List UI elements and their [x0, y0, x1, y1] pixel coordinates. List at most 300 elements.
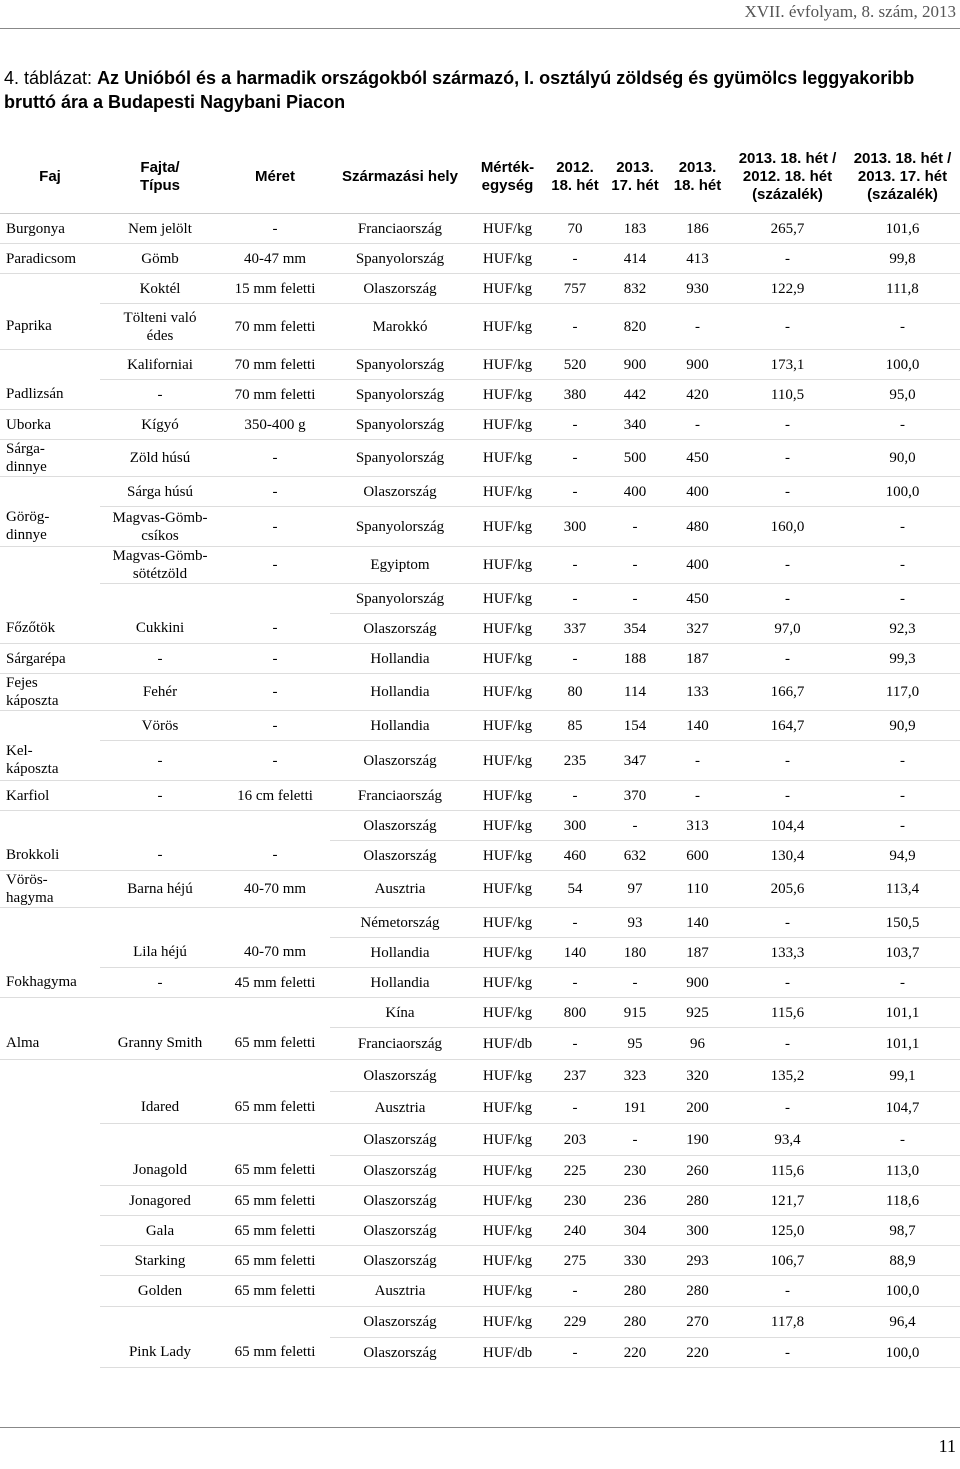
table-cell: 450: [665, 440, 730, 477]
table-cell: 930: [665, 274, 730, 304]
table-cell: HUF/kg: [470, 350, 545, 380]
table-cell: -: [220, 477, 330, 507]
table-cell: 154: [605, 711, 665, 741]
table-cell: [0, 1092, 100, 1124]
table-row: [0, 711, 960, 741]
table-cell: 65 mm feletti: [220, 1338, 330, 1368]
table-cell: Spanyolország: [330, 350, 470, 380]
table-cell: [0, 274, 100, 304]
table-cell: 260: [665, 1156, 730, 1186]
table-cell: 93: [605, 908, 665, 938]
table-cell: [0, 711, 100, 741]
table-cell: -: [845, 547, 960, 584]
table-cell: 103,7: [845, 938, 960, 968]
table-cell: Fokhagyma: [0, 968, 100, 998]
table-cell: Olaszország: [330, 1307, 470, 1338]
table-cell: -: [845, 507, 960, 547]
table-cell: -: [545, 644, 605, 674]
table-cell: -: [730, 410, 845, 440]
table-cell: 65 mm feletti: [220, 1092, 330, 1124]
table-row: [0, 304, 960, 350]
table-cell: HUF/kg: [470, 440, 545, 477]
table-cell: HUF/kg: [470, 644, 545, 674]
table-cell: -: [730, 477, 845, 507]
table-cell: Ausztria: [330, 1092, 470, 1124]
table-cell: 820: [605, 304, 665, 350]
table-cell: 133: [665, 674, 730, 711]
table-cell: -: [545, 244, 605, 274]
column-header: 2013. 18. hét / 2013. 17. hét (százalék): [845, 141, 960, 214]
table-cell: 54: [545, 871, 605, 908]
table-cell: 121,7: [730, 1186, 845, 1216]
table-cell: Spanyolország: [330, 380, 470, 410]
table-row: [0, 998, 960, 1028]
table-row: [0, 1124, 960, 1156]
table-cell: Fejes káposzta: [0, 674, 100, 711]
table-cell: 117,8: [730, 1307, 845, 1338]
column-header: Származási hely: [330, 141, 470, 214]
table-cell: Gala: [100, 1216, 220, 1246]
table-cell: 117,0: [845, 674, 960, 711]
table-cell: 900: [605, 350, 665, 380]
table-cell: Olaszország: [330, 1156, 470, 1186]
table-cell: 460: [545, 841, 605, 871]
table-cell: HUF/kg: [470, 1186, 545, 1216]
table-cell: Olaszország: [330, 741, 470, 781]
table-cell: Kína: [330, 998, 470, 1028]
table-cell: HUF/kg: [470, 1060, 545, 1092]
table-cell: HUF/db: [470, 1338, 545, 1368]
table-cell: 400: [665, 477, 730, 507]
table-cell: [0, 1060, 100, 1092]
table-cell: -: [730, 547, 845, 584]
table-cell: 400: [605, 477, 665, 507]
table-cell: Koktél: [100, 274, 220, 304]
table-row: [0, 644, 960, 674]
table-cell: -: [730, 440, 845, 477]
table-cell: -: [220, 547, 330, 584]
table-cell: HUF/kg: [470, 1156, 545, 1186]
table-cell: Olaszország: [330, 274, 470, 304]
table-cell: -: [220, 841, 330, 871]
table-cell: 280: [665, 1186, 730, 1216]
table-cell: 110: [665, 871, 730, 908]
table-cell: Spanyolország: [330, 244, 470, 274]
table-cell: -: [845, 410, 960, 440]
table-cell: 236: [605, 1186, 665, 1216]
table-cell: 220: [605, 1338, 665, 1368]
table-cell: Hollandia: [330, 938, 470, 968]
table-row: [0, 811, 960, 841]
table-cell: 188: [605, 644, 665, 674]
table-cell: 240: [545, 1216, 605, 1246]
table-cell: Vörös: [100, 711, 220, 741]
table-cell: 80: [545, 674, 605, 711]
table-cell: Brokkoli: [0, 841, 100, 871]
table-cell: 270: [665, 1307, 730, 1338]
table-cell: 101,1: [845, 998, 960, 1028]
table-cell: HUF/kg: [470, 410, 545, 440]
table-caption: [4, 66, 954, 114]
table-cell: HUF/db: [470, 1028, 545, 1060]
table-cell: [100, 584, 220, 614]
table-cell: 96,4: [845, 1307, 960, 1338]
table-cell: 135,2: [730, 1060, 845, 1092]
table-cell: Uborka: [0, 410, 100, 440]
table-cell: Sárgarépa: [0, 644, 100, 674]
caption-text: Az Unióból és a harmadik országokból származó, I. osztályú zöldség és gyümölcs leggyakoribb bruttó ára a Budapesti Nagybani Piacon: [4, 68, 915, 112]
table-cell: -: [220, 644, 330, 674]
table-cell: -: [730, 584, 845, 614]
table-cell: [220, 1124, 330, 1156]
table-row: [0, 1186, 960, 1216]
table-cell: [220, 1307, 330, 1338]
table-cell: 122,9: [730, 274, 845, 304]
table-cell: Zöld húsú: [100, 440, 220, 477]
caption-prefix: 4. táblázat:: [4, 68, 98, 88]
table-cell: 300: [545, 507, 605, 547]
table-cell: 166,7: [730, 674, 845, 711]
table-header-row: [0, 141, 960, 214]
table-cell: -: [545, 781, 605, 811]
table-cell: 925: [665, 998, 730, 1028]
table-cell: 100,0: [845, 477, 960, 507]
table-cell: 186: [665, 214, 730, 244]
table-cell: 300: [545, 811, 605, 841]
table-cell: 164,7: [730, 711, 845, 741]
table-cell: 280: [605, 1307, 665, 1338]
table-cell: 205,6: [730, 871, 845, 908]
table-cell: 45 mm feletti: [220, 968, 330, 998]
table-cell: 220: [665, 1338, 730, 1368]
table-cell: 114: [605, 674, 665, 711]
table-cell: 93,4: [730, 1124, 845, 1156]
table-cell: 65 mm feletti: [220, 1156, 330, 1186]
table-cell: 104,4: [730, 811, 845, 841]
table-cell: 280: [605, 1276, 665, 1307]
table-cell: 40-70 mm: [220, 938, 330, 968]
table-cell: [0, 1156, 100, 1186]
top-rule: [0, 28, 960, 29]
table-cell: 300: [665, 1216, 730, 1246]
table-cell: 915: [605, 998, 665, 1028]
table-cell: -: [220, 440, 330, 477]
table-cell: 900: [665, 350, 730, 380]
table-row: [0, 1338, 960, 1368]
table-cell: Kel- káposzta: [0, 741, 100, 781]
table-cell: [220, 998, 330, 1028]
table-cell: HUF/kg: [470, 711, 545, 741]
table-cell: -: [730, 1338, 845, 1368]
table-cell: Olaszország: [330, 1124, 470, 1156]
column-header: 2012. 18. hét: [545, 141, 605, 214]
table-cell: -: [220, 507, 330, 547]
table-cell: HUF/kg: [470, 584, 545, 614]
table-cell: -: [100, 968, 220, 998]
table-cell: 347: [605, 741, 665, 781]
table-cell: HUF/kg: [470, 1124, 545, 1156]
table-cell: 235: [545, 741, 605, 781]
table-cell: -: [730, 741, 845, 781]
table-cell: 133,3: [730, 938, 845, 968]
table-cell: -: [845, 968, 960, 998]
table-cell: [220, 584, 330, 614]
table-cell: [0, 1276, 100, 1307]
table-cell: -: [605, 547, 665, 584]
table-cell: 229: [545, 1307, 605, 1338]
table-cell: -: [220, 214, 330, 244]
table-cell: 832: [605, 274, 665, 304]
table-cell: Kaliforniai: [100, 350, 220, 380]
table-cell: 40-70 mm: [220, 871, 330, 908]
table-cell: 187: [665, 644, 730, 674]
table-row: [0, 1216, 960, 1246]
table-cell: -: [100, 781, 220, 811]
table-row: [0, 841, 960, 871]
table-row: [0, 871, 960, 908]
table-cell: [0, 1216, 100, 1246]
table-cell: Burgonya: [0, 214, 100, 244]
table-row: [0, 350, 960, 380]
table-cell: 160,0: [730, 507, 845, 547]
table-cell: [0, 350, 100, 380]
table-cell: Spanyolország: [330, 410, 470, 440]
table-cell: -: [665, 781, 730, 811]
table-cell: [100, 998, 220, 1028]
table-cell: 110,5: [730, 380, 845, 410]
table-cell: [0, 938, 100, 968]
table-cell: Spanyolország: [330, 440, 470, 477]
table-cell: 757: [545, 274, 605, 304]
column-header: Mérték- egység: [470, 141, 545, 214]
table-cell: 70: [545, 214, 605, 244]
table-cell: 187: [665, 938, 730, 968]
table-cell: Tölteni való édes: [100, 304, 220, 350]
table-cell: 183: [605, 214, 665, 244]
table-cell: 100,0: [845, 1276, 960, 1307]
table-cell: Nem jelölt: [100, 214, 220, 244]
table-cell: -: [730, 1028, 845, 1060]
table-cell: HUF/kg: [470, 1216, 545, 1246]
table-cell: -: [605, 1124, 665, 1156]
table-cell: -: [605, 507, 665, 547]
table-cell: 173,1: [730, 350, 845, 380]
table-cell: HUF/kg: [470, 968, 545, 998]
table-cell: HUF/kg: [470, 214, 545, 244]
table-cell: Olaszország: [330, 1216, 470, 1246]
table-cell: HUF/kg: [470, 674, 545, 711]
table-row: [0, 477, 960, 507]
table-cell: -: [605, 584, 665, 614]
table-cell: 65 mm feletti: [220, 1028, 330, 1060]
table-cell: 230: [545, 1186, 605, 1216]
table-cell: 293: [665, 1246, 730, 1276]
table-cell: 95: [605, 1028, 665, 1060]
table-cell: Cukkini: [100, 614, 220, 644]
table-cell: HUF/kg: [470, 507, 545, 547]
table-cell: Franciaország: [330, 781, 470, 811]
table-row: [0, 781, 960, 811]
table-cell: 98,7: [845, 1216, 960, 1246]
table-cell: -: [545, 410, 605, 440]
table-cell: HUF/kg: [470, 871, 545, 908]
table-cell: 85: [545, 711, 605, 741]
table-cell: Vörös- hagyma: [0, 871, 100, 908]
table-cell: [0, 1338, 100, 1368]
table-cell: [0, 1186, 100, 1216]
table-cell: 323: [605, 1060, 665, 1092]
table-cell: 420: [665, 380, 730, 410]
table-cell: HUF/kg: [470, 841, 545, 871]
table-cell: Jonagored: [100, 1186, 220, 1216]
table-cell: Paradicsom: [0, 244, 100, 274]
table-cell: -: [545, 1092, 605, 1124]
table-cell: Olaszország: [330, 841, 470, 871]
table-cell: 94,9: [845, 841, 960, 871]
table-row: [0, 547, 960, 584]
table-cell: -: [845, 741, 960, 781]
table-cell: -: [665, 410, 730, 440]
table-cell: Ausztria: [330, 1276, 470, 1307]
table-cell: 99,3: [845, 644, 960, 674]
table-cell: 313: [665, 811, 730, 841]
table-cell: 520: [545, 350, 605, 380]
table-cell: Magvas-Gömb- sötétzöld: [100, 547, 220, 584]
table-row: [0, 1307, 960, 1338]
table-cell: 140: [545, 938, 605, 968]
table-cell: 203: [545, 1124, 605, 1156]
table-cell: 106,7: [730, 1246, 845, 1276]
table-cell: -: [730, 908, 845, 938]
table-cell: 100,0: [845, 350, 960, 380]
table-cell: [0, 811, 100, 841]
table-cell: [0, 998, 100, 1028]
table-cell: -: [545, 968, 605, 998]
table-cell: 380: [545, 380, 605, 410]
table-cell: 104,7: [845, 1092, 960, 1124]
table-row: [0, 244, 960, 274]
table-cell: 200: [665, 1092, 730, 1124]
table-cell: [100, 811, 220, 841]
table-cell: 130,4: [730, 841, 845, 871]
table-cell: -: [730, 1092, 845, 1124]
table-row: [0, 1092, 960, 1124]
table-cell: 125,0: [730, 1216, 845, 1246]
table-cell: HUF/kg: [470, 1246, 545, 1276]
table-cell: 280: [665, 1276, 730, 1307]
table-row: [0, 410, 960, 440]
bottom-rule: [0, 1427, 960, 1428]
table-cell: 96: [665, 1028, 730, 1060]
table-cell: Főzőtök: [0, 614, 100, 644]
table-cell: [100, 1124, 220, 1156]
table-cell: Hollandia: [330, 674, 470, 711]
table-cell: 337: [545, 614, 605, 644]
table-cell: -: [100, 380, 220, 410]
table-cell: 118,6: [845, 1186, 960, 1216]
table-cell: -: [845, 584, 960, 614]
table-cell: Hollandia: [330, 968, 470, 998]
table-cell: HUF/kg: [470, 938, 545, 968]
table-cell: -: [545, 304, 605, 350]
table-cell: 500: [605, 440, 665, 477]
table-cell: HUF/kg: [470, 1307, 545, 1338]
table-cell: Hollandia: [330, 644, 470, 674]
table-cell: Golden: [100, 1276, 220, 1307]
table-cell: -: [730, 968, 845, 998]
table-cell: 40-47 mm: [220, 244, 330, 274]
table-row: [0, 507, 960, 547]
table-cell: -: [730, 781, 845, 811]
table-row: [0, 1276, 960, 1307]
table-cell: 180: [605, 938, 665, 968]
table-cell: -: [220, 741, 330, 781]
table-cell: [0, 477, 100, 507]
table-cell: -: [730, 644, 845, 674]
table-cell: 442: [605, 380, 665, 410]
table-row: [0, 908, 960, 938]
table-cell: -: [220, 614, 330, 644]
table-cell: 225: [545, 1156, 605, 1186]
issue-label: XVII. évfolyam, 8. szám, 2013: [744, 2, 956, 21]
table-cell: -: [545, 547, 605, 584]
table-cell: -: [545, 440, 605, 477]
table-cell: -: [100, 644, 220, 674]
table-cell: HUF/kg: [470, 614, 545, 644]
table-cell: 65 mm feletti: [220, 1216, 330, 1246]
table-row: [0, 274, 960, 304]
table-cell: HUF/kg: [470, 998, 545, 1028]
table-cell: HUF/kg: [470, 781, 545, 811]
table-cell: Magvas-Gömb- csíkos: [100, 507, 220, 547]
table-cell: 90,0: [845, 440, 960, 477]
table-cell: 320: [665, 1060, 730, 1092]
table-cell: -: [845, 811, 960, 841]
table-cell: -: [100, 841, 220, 871]
table-cell: Görög- dinnye: [0, 507, 100, 547]
table-cell: Padlizsán: [0, 380, 100, 410]
table-cell: 65 mm feletti: [220, 1246, 330, 1276]
table-cell: 900: [665, 968, 730, 998]
table-cell: 99,8: [845, 244, 960, 274]
table-cell: [0, 584, 100, 614]
table-cell: 304: [605, 1216, 665, 1246]
table-cell: [220, 1060, 330, 1092]
table-cell: -: [730, 304, 845, 350]
table-cell: Karfiol: [0, 781, 100, 811]
table-cell: Spanyolország: [330, 584, 470, 614]
table-cell: -: [845, 1124, 960, 1156]
table-cell: HUF/kg: [470, 1092, 545, 1124]
table-cell: Olaszország: [330, 477, 470, 507]
column-header: 2013. 18. hét / 2012. 18. hét (százalék): [730, 141, 845, 214]
table-cell: Németország: [330, 908, 470, 938]
table-cell: 190: [665, 1124, 730, 1156]
table-cell: 400: [665, 547, 730, 584]
table-cell: -: [665, 741, 730, 781]
table-row: [0, 968, 960, 998]
table-row: [0, 1060, 960, 1092]
table-cell: 140: [665, 711, 730, 741]
table-row: [0, 1156, 960, 1186]
price-table: [0, 141, 960, 1368]
table-cell: [0, 1124, 100, 1156]
table-row: [0, 741, 960, 781]
table-cell: 150,5: [845, 908, 960, 938]
table-cell: Olaszország: [330, 1060, 470, 1092]
table-cell: 414: [605, 244, 665, 274]
table-cell: 191: [605, 1092, 665, 1124]
